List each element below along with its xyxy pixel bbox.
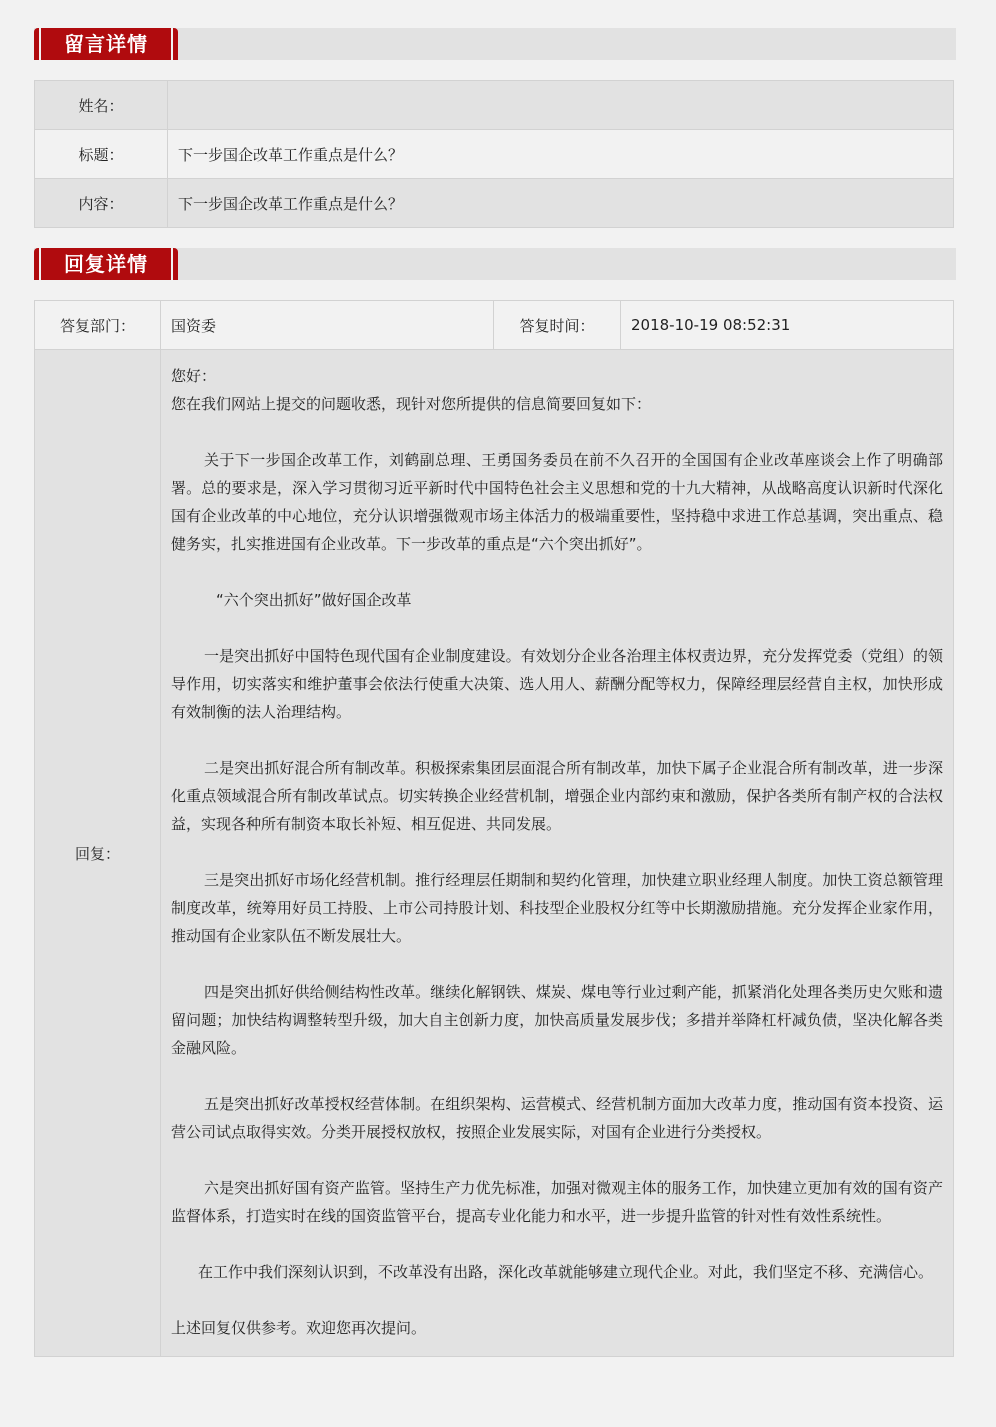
content-label: 内容：: [35, 179, 168, 228]
reply-conclusion: 在工作中我们深刻认识到，不改革没有出路，深化改革就能够建立现代企业。对此，我们坚定不移、充满信心。: [198, 1263, 934, 1281]
reply-point-6: 六是突出抓好国有资产监管。坚持生产力优先标准，加强对微观主体的服务工作，加快建立更加有效的国有资产监督体系，打造实时在线的国资监管平台，提高专业化能力和水平，进一步提升监管的针对性有效性系统性。: [171, 1179, 943, 1225]
field-row-name: [35, 81, 954, 130]
reply-section-tab: [34, 248, 178, 280]
reply-section-title: 回复详情: [64, 252, 148, 276]
reply-point-3: 三是突出抓好市场化经营机制。推行经理层任期制和契约化管理，加快建立职业经理人制度。加快工资总额管理制度改革，统筹用好员工持股、上市公司持股计划、科技型企业股权分红等中长期激励措施。充分发挥企业家作用，推动国有企业家队伍不断发展壮大。: [171, 871, 943, 945]
reply-greeting: 您好：: [171, 367, 217, 385]
reply-intro: 您在我们网站上提交的问题收悉，现针对您所提供的信息简要回复如下：: [171, 395, 652, 413]
reply-dept-value: 国资委: [161, 301, 494, 350]
reply-point-1: 一是突出抓好中国特色现代国有企业制度建设。有效划分企业各治理主体权责边界，充分发挥党委（党组）的领导作用，切实落实和维护董事会依法行使重大决策、选人用人、薪酬分配等权力，保障经理层经营自主权，加快形成有效制衡的法人治理结构。: [171, 647, 943, 721]
reply-body: [161, 350, 954, 1357]
name-value: [168, 81, 954, 130]
reply-closing: 上述回复仅供参考。欢迎您再次提问。: [171, 1319, 427, 1337]
reply-point-5: 五是突出抓好改革授权经营体制。在组织架构、运营模式、经营机制方面加大改革力度，推动国有资本投资、运营公司试点取得实效。分类开展授权放权，按照企业发展实际，对国有企业进行分类授权。: [171, 1095, 943, 1141]
title-value: 下一步国企改革工作重点是什么？: [168, 130, 954, 179]
field-row-content: [35, 179, 954, 228]
field-row-title: [35, 130, 954, 179]
reply-subheading: “六个突出抓好”做好国企改革: [216, 591, 412, 609]
content-value: 下一步国企改革工作重点是什么？: [168, 179, 954, 228]
reply-details-table: [34, 300, 954, 1357]
reply-point-2: 二是突出抓好混合所有制改革。积极探索集团层面混合所有制改革，加快下属子企业混合所有制改革，进一步深化重点领域混合所有制改革试点。切实转换企业经营机制，增强企业内部约束和激励，保护各类所有制产权的合法权益，实现各种所有制资本取长补短、相互促进、共同发展。: [171, 759, 943, 833]
reply-time-label: 答复时间：: [494, 301, 621, 350]
message-section-tab: [34, 28, 178, 60]
reply-section-header: [34, 248, 956, 280]
reply-label: 回复：: [35, 350, 161, 1357]
reply-paragraph-overview: 关于下一步国企改革工作，刘鹤副总理、王勇国务委员在前不久召开的全国国有企业改革座谈会上作了明确部署。总的要求是，深入学习贯彻习近平新时代中国特色社会主义思想和党的十九大精神，从战略高度认识新时代深化国有企业改革的中心地位，充分认识增强微观市场主体活力的极端重要性，坚持稳中求进工作总基调，突出重点、稳健务实，扎实推进国有企业改革。下一步改革的重点是“六个突出抓好”。: [171, 451, 943, 553]
reply-dept-label: 答复部门：: [35, 301, 161, 350]
name-label: 姓名：: [35, 81, 168, 130]
reply-body-row: [35, 350, 954, 1357]
title-label: 标题：: [35, 130, 168, 179]
reply-point-4: 四是突出抓好供给侧结构性改革。继续化解钢铁、煤炭、煤电等行业过剩产能，抓紧消化处理各类历史欠账和遗留问题；加快结构调整转型升级，加大自主创新力度，加快高质量发展步伐；多措并举降杠杆减负债，坚决化解各类金融风险。: [171, 983, 943, 1057]
reply-meta-row: [35, 301, 954, 350]
message-section-header: [34, 28, 956, 60]
message-details-table: [34, 80, 954, 228]
reply-time-value: 2018-10-19 08:52:31: [621, 301, 954, 350]
message-section-title: 留言详情: [64, 32, 148, 56]
